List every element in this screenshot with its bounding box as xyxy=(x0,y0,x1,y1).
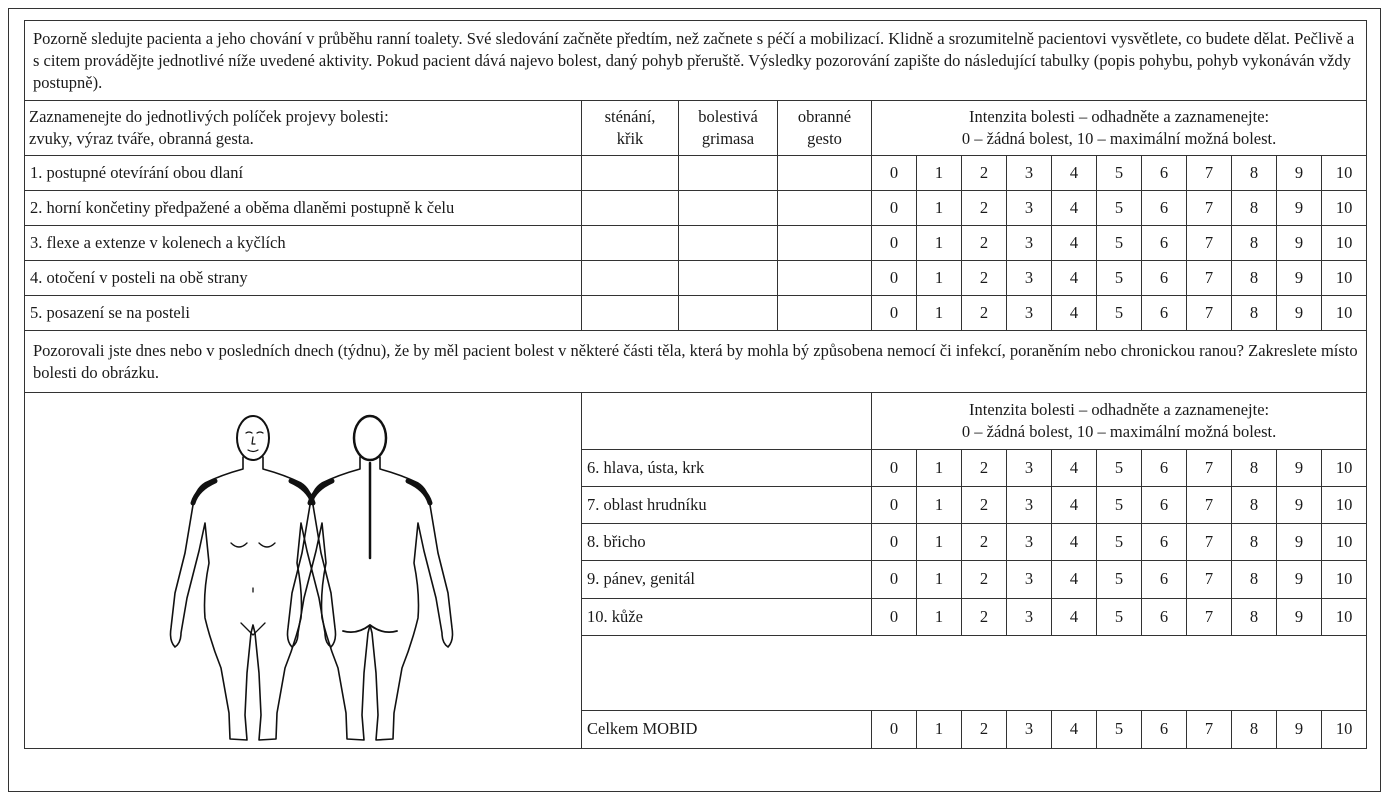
score-4[interactable]: 4 xyxy=(1052,156,1097,191)
score-0[interactable]: 0 xyxy=(872,226,917,261)
score-0[interactable]: 0 xyxy=(872,296,917,331)
score-1[interactable]: 1 xyxy=(917,191,962,226)
score-6[interactable]: 6 xyxy=(1142,598,1187,635)
score-3[interactable]: 3 xyxy=(1007,598,1052,635)
col-header-line: obranné xyxy=(797,107,852,126)
score-8[interactable]: 8 xyxy=(1232,598,1277,635)
sound-cell[interactable] xyxy=(582,191,679,226)
score-0[interactable]: 0 xyxy=(872,191,917,226)
score-7[interactable]: 7 xyxy=(1187,710,1232,748)
intensity-line: Intenzita bolesti – odhadněte a zaznamenejte: xyxy=(969,107,1270,126)
score-6[interactable]: 6 xyxy=(1142,191,1187,226)
col-header-line: sténání, xyxy=(604,107,656,126)
score-4[interactable]: 4 xyxy=(1052,450,1097,487)
intensity-line: Intenzita bolesti – odhadněte a zaznamenejte: xyxy=(969,400,1270,420)
col-header-line: křik xyxy=(616,129,644,148)
score-2[interactable]: 2 xyxy=(962,598,1007,635)
score-7[interactable]: 7 xyxy=(1187,296,1232,331)
movement-row xyxy=(25,296,1367,331)
score-8[interactable]: 8 xyxy=(1232,524,1277,561)
score-3[interactable]: 3 xyxy=(1007,156,1052,191)
score-5[interactable]: 5 xyxy=(1097,561,1142,598)
score-2[interactable]: 2 xyxy=(962,261,1007,296)
grimace-cell[interactable] xyxy=(679,296,778,331)
score-7[interactable]: 7 xyxy=(1187,226,1232,261)
score-3[interactable]: 3 xyxy=(1007,450,1052,487)
score-2[interactable]: 2 xyxy=(962,156,1007,191)
header-row xyxy=(25,101,1367,156)
movement-row xyxy=(25,156,1367,191)
score-0[interactable]: 0 xyxy=(872,261,917,296)
grimace-cell[interactable] xyxy=(679,191,778,226)
score-7[interactable]: 7 xyxy=(1187,156,1232,191)
movement-label: 3. flexe a extenze v kolenech a kyčlích xyxy=(25,226,582,261)
score-5[interactable]: 5 xyxy=(1097,598,1142,635)
grimace-cell[interactable] xyxy=(679,156,778,191)
score-6[interactable]: 6 xyxy=(1142,296,1187,331)
body-part-label: 9. pánev, genitál xyxy=(582,561,872,598)
score-10[interactable]: 10 xyxy=(1322,450,1367,487)
score-3[interactable]: 3 xyxy=(1007,561,1052,598)
score-6[interactable]: 6 xyxy=(1142,710,1187,748)
score-6[interactable]: 6 xyxy=(1142,261,1187,296)
score-10[interactable]: 10 xyxy=(1322,261,1367,296)
score-8[interactable]: 8 xyxy=(1232,487,1277,524)
movement-label: 1. postupné otevírání obou dlaní xyxy=(25,156,582,191)
gesture-cell[interactable] xyxy=(778,296,872,331)
body-part-label: 6. hlava, ústa, krk xyxy=(582,450,872,487)
score-7[interactable]: 7 xyxy=(1187,524,1232,561)
gesture-cell[interactable] xyxy=(778,156,872,191)
score-6[interactable]: 6 xyxy=(1142,226,1187,261)
mobid-pain-form xyxy=(24,20,1367,749)
gesture-cell[interactable] xyxy=(778,191,872,226)
score-4[interactable]: 4 xyxy=(1052,226,1097,261)
score-6[interactable]: 6 xyxy=(1142,561,1187,598)
score-2[interactable]: 2 xyxy=(962,487,1007,524)
empty-cell xyxy=(872,635,1367,710)
intensity-header xyxy=(872,101,1367,156)
movement-row xyxy=(25,261,1367,296)
question-text: Pozorovali jste dnes nebo v posledních dnech (týdnu), že by měl pacient bolest v některé části těla, která by mohla bý způsobena nemocí či infekcí, poraněním nebo chronickou ranou? Zakreslete místo bolesti do obrázku. xyxy=(25,331,1367,393)
score-5[interactable]: 5 xyxy=(1097,524,1142,561)
score-3[interactable]: 3 xyxy=(1007,524,1052,561)
score-1[interactable]: 1 xyxy=(917,710,962,748)
movement-row xyxy=(25,226,1367,261)
score-3[interactable]: 3 xyxy=(1007,710,1052,748)
gesture-cell[interactable] xyxy=(778,261,872,296)
score-5[interactable]: 5 xyxy=(1097,296,1142,331)
score-7[interactable]: 7 xyxy=(1187,487,1232,524)
score-4[interactable]: 4 xyxy=(1052,191,1097,226)
score-3[interactable]: 3 xyxy=(1007,191,1052,226)
front-figure-icon xyxy=(171,416,336,740)
movement-row xyxy=(25,191,1367,226)
score-6[interactable]: 6 xyxy=(1142,487,1187,524)
score-2[interactable]: 2 xyxy=(962,450,1007,487)
back-figure-icon xyxy=(288,416,453,740)
score-9[interactable]: 9 xyxy=(1277,296,1322,331)
score-1[interactable]: 1 xyxy=(917,524,962,561)
sound-cell[interactable] xyxy=(582,226,679,261)
score-4[interactable]: 4 xyxy=(1052,487,1097,524)
score-5[interactable]: 5 xyxy=(1097,710,1142,748)
score-4[interactable]: 4 xyxy=(1052,261,1097,296)
col-header-line: grimasa xyxy=(701,129,755,148)
score-10[interactable]: 10 xyxy=(1322,226,1367,261)
score-2[interactable]: 2 xyxy=(962,296,1007,331)
intro-text: Pozorně sledujte pacienta a jeho chování v průběhu ranní toalety. Své sledování začněte předtím, než začnete s péčí a mobilizací. Klidně a srozumitelně pacientovi vysvětlete, co budete dělat. Pečlivě a s citem provádějte jednotlivé níže uvedené aktivity. Pokud pacient dává najevo bolest, daný pohyb přeruště. Výsledky pozorování zapište do následující tabulky (popis pohybu, pohyb vykonáván vždy postupně). xyxy=(25,21,1367,101)
score-0[interactable]: 0 xyxy=(872,450,917,487)
score-8[interactable]: 8 xyxy=(1232,191,1277,226)
score-8[interactable]: 8 xyxy=(1232,226,1277,261)
col-sound-header xyxy=(582,101,679,156)
header2-blank xyxy=(582,393,872,450)
score-9[interactable]: 9 xyxy=(1277,156,1322,191)
score-1[interactable]: 1 xyxy=(917,296,962,331)
body-figure-area[interactable] xyxy=(25,393,582,749)
score-7[interactable]: 7 xyxy=(1187,450,1232,487)
total-label: Celkem MOBID xyxy=(582,710,872,748)
score-0[interactable]: 0 xyxy=(872,156,917,191)
score-6[interactable]: 6 xyxy=(1142,156,1187,191)
col-header-line: gesto xyxy=(807,129,842,148)
score-8[interactable]: 8 xyxy=(1232,450,1277,487)
score-1[interactable]: 1 xyxy=(917,226,962,261)
score-8[interactable]: 8 xyxy=(1232,296,1277,331)
score-10[interactable]: 10 xyxy=(1322,598,1367,635)
score-6[interactable]: 6 xyxy=(1142,524,1187,561)
movement-label: 2. horní končetiny předpažené a oběma dlaněmi postupně k čelu xyxy=(25,191,582,226)
score-8[interactable]: 8 xyxy=(1232,710,1277,748)
intensity-header-2 xyxy=(872,393,1367,450)
score-3[interactable]: 3 xyxy=(1007,296,1052,331)
score-4[interactable]: 4 xyxy=(1052,524,1097,561)
score-9[interactable]: 9 xyxy=(1277,710,1322,748)
score-3[interactable]: 3 xyxy=(1007,226,1052,261)
score-5[interactable]: 5 xyxy=(1097,226,1142,261)
gesture-cell[interactable] xyxy=(778,226,872,261)
score-2[interactable]: 2 xyxy=(962,226,1007,261)
score-9[interactable]: 9 xyxy=(1277,524,1322,561)
score-0[interactable]: 0 xyxy=(872,487,917,524)
score-5[interactable]: 5 xyxy=(1097,450,1142,487)
score-1[interactable]: 1 xyxy=(917,561,962,598)
body-part-label: 8. břicho xyxy=(582,524,872,561)
score-0[interactable]: 0 xyxy=(872,710,917,748)
instruction-line: zvuky, výraz tváře, obranná gesta. xyxy=(29,129,254,148)
body-figures-icon xyxy=(25,393,581,748)
score-8[interactable]: 8 xyxy=(1232,561,1277,598)
score-8[interactable]: 8 xyxy=(1232,156,1277,191)
score-10[interactable]: 10 xyxy=(1322,710,1367,748)
score-1[interactable]: 1 xyxy=(917,156,962,191)
score-2[interactable]: 2 xyxy=(962,561,1007,598)
score-10[interactable]: 10 xyxy=(1322,156,1367,191)
body-part-label: 7. oblast hrudníku xyxy=(582,487,872,524)
score-8[interactable]: 8 xyxy=(1232,261,1277,296)
score-0[interactable]: 0 xyxy=(872,561,917,598)
grimace-cell[interactable] xyxy=(679,226,778,261)
score-9[interactable]: 9 xyxy=(1277,487,1322,524)
grimace-cell[interactable] xyxy=(679,261,778,296)
score-5[interactable]: 5 xyxy=(1097,191,1142,226)
col-grimace-header xyxy=(679,101,778,156)
score-0[interactable]: 0 xyxy=(872,524,917,561)
header-row-2 xyxy=(25,393,1367,450)
score-9[interactable]: 9 xyxy=(1277,450,1322,487)
score-3[interactable]: 3 xyxy=(1007,487,1052,524)
score-1[interactable]: 1 xyxy=(917,598,962,635)
score-10[interactable]: 10 xyxy=(1322,191,1367,226)
instruction-header xyxy=(25,101,582,156)
score-7[interactable]: 7 xyxy=(1187,261,1232,296)
score-1[interactable]: 1 xyxy=(917,487,962,524)
body-part-label: 10. kůže xyxy=(582,598,872,635)
score-2[interactable]: 2 xyxy=(962,191,1007,226)
score-1[interactable]: 1 xyxy=(917,261,962,296)
sound-cell[interactable] xyxy=(582,261,679,296)
score-5[interactable]: 5 xyxy=(1097,156,1142,191)
score-2[interactable]: 2 xyxy=(962,710,1007,748)
sound-cell[interactable] xyxy=(582,156,679,191)
intensity-line: 0 – žádná bolest, 10 – maximální možná bolest. xyxy=(961,129,1277,148)
score-4[interactable]: 4 xyxy=(1052,710,1097,748)
score-7[interactable]: 7 xyxy=(1187,561,1232,598)
movement-label: 5. posazení se na posteli xyxy=(25,296,582,331)
movement-label: 4. otočení v posteli na obě strany xyxy=(25,261,582,296)
col-gesture-header xyxy=(778,101,872,156)
score-0[interactable]: 0 xyxy=(872,598,917,635)
score-9[interactable]: 9 xyxy=(1277,226,1322,261)
score-4[interactable]: 4 xyxy=(1052,296,1097,331)
score-10[interactable]: 10 xyxy=(1322,487,1367,524)
sound-cell[interactable] xyxy=(582,296,679,331)
score-10[interactable]: 10 xyxy=(1322,296,1367,331)
score-2[interactable]: 2 xyxy=(962,524,1007,561)
score-5[interactable]: 5 xyxy=(1097,261,1142,296)
score-7[interactable]: 7 xyxy=(1187,598,1232,635)
score-5[interactable]: 5 xyxy=(1097,487,1142,524)
score-10[interactable]: 10 xyxy=(1322,524,1367,561)
score-3[interactable]: 3 xyxy=(1007,261,1052,296)
score-7[interactable]: 7 xyxy=(1187,191,1232,226)
score-10[interactable]: 10 xyxy=(1322,561,1367,598)
empty-cell xyxy=(582,635,872,710)
score-1[interactable]: 1 xyxy=(917,450,962,487)
score-6[interactable]: 6 xyxy=(1142,450,1187,487)
instruction-line: Zaznamenejte do jednotlivých políček projevy bolesti: xyxy=(29,107,389,126)
score-9[interactable]: 9 xyxy=(1277,561,1322,598)
score-9[interactable]: 9 xyxy=(1277,261,1322,296)
score-4[interactable]: 4 xyxy=(1052,598,1097,635)
score-4[interactable]: 4 xyxy=(1052,561,1097,598)
score-9[interactable]: 9 xyxy=(1277,598,1322,635)
intensity-line: 0 – žádná bolest, 10 – maximální možná bolest. xyxy=(961,422,1277,442)
col-header-line: bolestivá xyxy=(698,107,758,126)
score-9[interactable]: 9 xyxy=(1277,191,1322,226)
